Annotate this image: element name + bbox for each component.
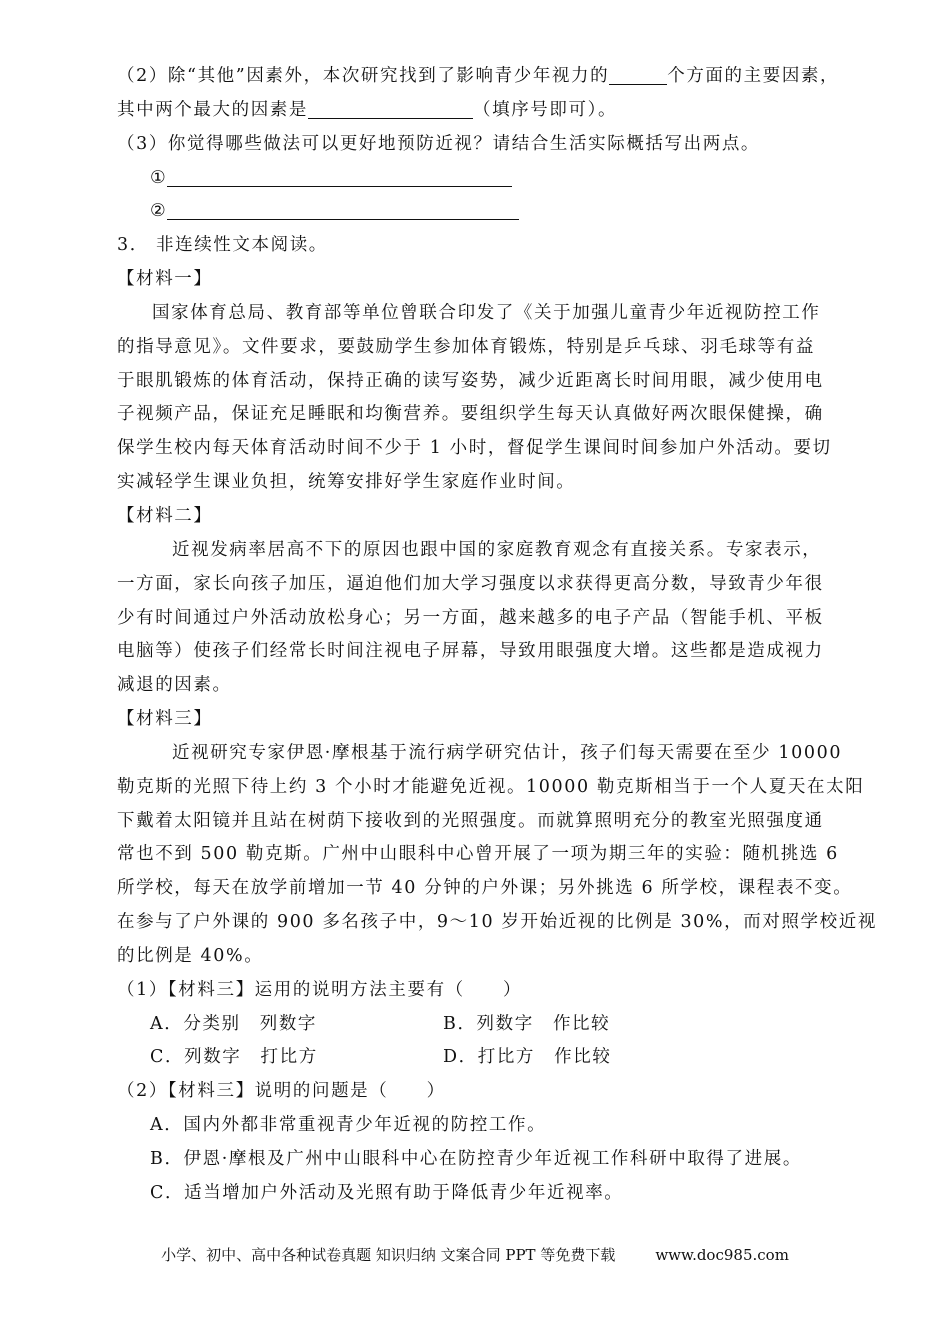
option-a[interactable]: A．分类别 列数字 [150, 1013, 318, 1034]
answer-blank[interactable] [609, 62, 667, 85]
option-d[interactable]: D．打比方 作比较 [443, 1047, 612, 1068]
answer-blank[interactable] [167, 164, 512, 187]
material-2-line: 电脑等）使孩子们经常长时间注视电子屏幕，导致用眼强度大增。这些都是造成视力 [117, 641, 824, 662]
question-text: （2）除“其他”因素外，本次研究找到了影响青少年视力的 [117, 66, 610, 86]
answer-blank[interactable] [308, 96, 473, 119]
question-3-1: （1）【材料三】运用的说明方法主要有（ ） [117, 979, 523, 1000]
material-2-line: 少有时间通过户外活动放松身心；另一方面，越来越多的电子产品（智能手机、平板 [117, 607, 824, 628]
circled-number: ① [150, 167, 168, 188]
options-row [117, 1008, 837, 1042]
document-page [117, 60, 877, 1211]
question-text: （填序号即可）。 [473, 99, 618, 120]
option-a[interactable]: A．国内外都非常重视青少年近视的防控工作。 [150, 1115, 547, 1136]
answer-line-1 [117, 162, 837, 196]
answer-blank[interactable] [167, 197, 519, 220]
material-3-line: 所学校，每天在放学前增加一节 40 分钟的户外课；另外挑选 6 所学校，课程表不变。 [117, 878, 853, 899]
material-3-line: 下戴着太阳镜并且站在树荫下接收到的光照强度。而就算照明充分的教室光照强度通 [117, 810, 824, 831]
material-3-line: 勒克斯的光照下待上约 3 个小时才能避免近视。10000 勒克斯相当于一个人夏天在太阳 [117, 776, 865, 797]
footer-url[interactable]: www.doc985.com [655, 1246, 789, 1264]
material-1-line: 实减轻学生课业负担，统筹安排好学生家庭作业时间。 [117, 472, 576, 493]
options-row [117, 1041, 837, 1075]
material-1-line: 的指导意见》。文件要求，要鼓励学生参加体育锻炼，特别是乒乓球、羽毛球等有益 [117, 336, 815, 357]
material-2-line: 一方面，家长向孩子加压，逼迫他们加大学习强度以求获得更高分数，导致青少年很 [117, 573, 824, 594]
option-c[interactable]: C．列数字 打比方 [150, 1047, 318, 1068]
option-c[interactable]: C．适当增加户外活动及光照有助于降低青少年近视率。 [150, 1182, 624, 1203]
material-3-line: 的比例是 40%。 [117, 945, 264, 966]
footer-text: 小学、初中、高中各种试卷真题 知识归纳 文案合同 PPT 等免费下载 [161, 1246, 616, 1264]
material-3-line: 近视研究专家伊恩·摩根基于流行病学研究估计，孩子们每天需要在至少 10000 [172, 742, 843, 763]
option-b[interactable]: B．列数字 作比较 [443, 1013, 611, 1034]
option-b[interactable]: B．伊恩·摩根及广州中山眼科中心在防控青少年近视工作科研中取得了进展。 [150, 1149, 802, 1169]
question-text: 个方面的主要因素， [667, 66, 840, 86]
material-2-line: 近视发病率居高不下的原因也跟中国的家庭教育观念有直接关系。专家表示， [172, 539, 822, 560]
answer-line-2 [117, 195, 837, 229]
material-3-line: 在参与了户外课的 900 多名孩子中，9～10 岁开始近视的比例是 30%，而对照学校近视 [117, 912, 877, 933]
question-3-title: 3． 非连续性文本阅读。 [117, 235, 328, 256]
page-footer [0, 1244, 950, 1265]
material-1-line: 国家体育总局、教育部等单位曾联合印发了《关于加强儿童青少年近视防控工作 [152, 302, 821, 323]
question-3-2: （2）【材料三】说明的问题是（ ） [117, 1081, 446, 1102]
question-2-2 [117, 60, 840, 94]
circled-number: ② [150, 201, 168, 222]
material-1-heading: 【材料一】 [117, 269, 213, 290]
material-2-heading: 【材料二】 [117, 505, 213, 526]
material-1-line: 子视频产品，保证充足睡眠和均衡营养。要组织学生每天认真做好两次眼保健操，确 [117, 404, 824, 425]
material-1-line: 保学生校内每天体育活动时间不少于 1 小时，督促学生课间时间参加户外活动。要切 [117, 438, 832, 459]
material-1-line: 于眼肌锻炼的体育活动，保持正确的读写姿势，减少近距离长时间用眼，减少使用电 [117, 370, 824, 391]
question-text: 其中两个最大的因素是 [117, 99, 308, 120]
material-2-line: 减退的因素。 [117, 675, 232, 696]
material-3-heading: 【材料三】 [117, 709, 213, 730]
material-3-line: 常也不到 500 勒克斯。广州中山眼科中心曾开展了一项为期三年的实验：随机挑选 6 [117, 844, 839, 865]
question-2-2-line2 [117, 94, 837, 128]
question-2-3: （3）你觉得哪些做法可以更好地预防近视？请结合生活实际概括写出两点。 [117, 133, 761, 154]
